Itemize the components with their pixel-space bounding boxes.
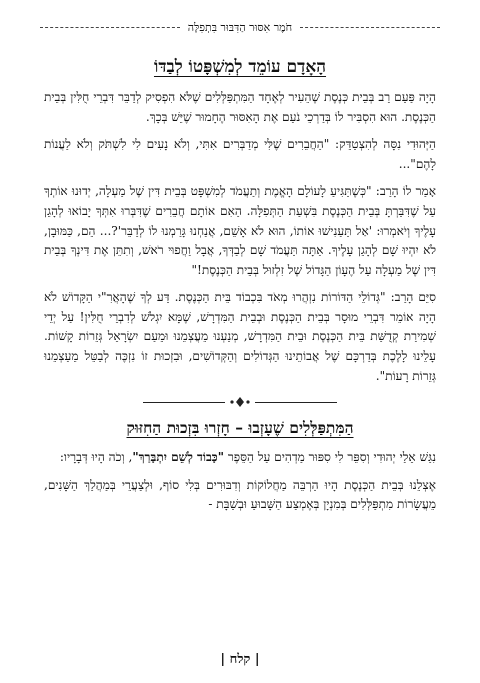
intro-text: נִגַּשׁ אֵלַי יְהוּדִי וְסִפֵּר לִי סִפּוּר מַדְהִים עַל הַסֵּפֶר [224, 450, 436, 465]
paragraph: אֶצְלֵנוּ בְּבֵית הַכְּנֶסֶת הָיוּ הַרְבֵּה מַחֲלוֹקוֹת וְדִבּוּרִים בְּלִי סוֹף, וּלְצַעֲרֵי בְּמַהֲלַךְ הַשָּׁנִים, מֵעֲשָׂרוֹת מִתְפַּלְּלִים בְּמִנְיָן בְּאֶמְצַע הַשָּׁבוּעַ וּבְשַׁבָּת - [44, 477, 436, 512]
paragraph: אָמַר לוֹ הָרַב: "כְּשֶׁתַּגִּיעַ לָעוֹלָם הָאֱמֶת וְתַעֲמֹד לְמִשְׁפָּט בְּבֵית דִּין שֶׁל מַעְלָה, יְדוּנוּ אוֹתְךָ עַל שֶׁדִּבַּרְתָּ בְּבֵית הַכְּנֶסֶת בִּשְׁעַת הַתְּפִלָּה. הַאִם אוֹתָם חֲבֵרִים שֶׁדִּבְּרוּ אִתְּךָ יָבוֹאוּ לְהָגֵן עָלֶיךָ וְיֹאמְרוּ: 'אַל תַּעַנִישׁוּ אוֹתוֹ, הוּא לֹא אָשֵׁם, אֲנַחְנוּ גָּרַמְנוּ לוֹ לְדַבֵּר'?... הֵם, כַּמּוּבָן, לֹא יִהְיוּ שָׁם לְהָגֵן עָלֶיךָ. אַתָּה תַּעֲמֹד שָׁם לְבַדְּךָ, אֲבָל וַחֲפוּי רֹאשׁ, וְתִתֵּן אֶת דִּינְךָ בְּבֵית דִּין שֶׁל מַעְלָה עַל הֶעָוֹן הַגָּדוֹל שֶׁל זִלְזוּל בְּבֵית הַכְּנֶסֶת!" [44, 184, 436, 277]
page-number: | קלח | [220, 652, 260, 667]
divider-line [255, 402, 337, 403]
paragraph [44, 448, 436, 468]
paragraph: סִיֵּם הָרַב: "גְּדוֹלֵי הַדּוֹרוֹת נִזְהֲרוּ מְאֹד בִּכְבוֹד בֵּית הַכְּנֶסֶת. דַּע לְךָ שֶׁהָאֲרִ"י הַקָּדוֹשׁ לֹא הָיָה אוֹמֵר דִּבְרֵי מוּסָר בְּבֵית הַכְּנֶסֶת וּבְבֵית הַמִּדְרָשׁ, שֶׁמָּא יִגְלֹשׁ לְדִבְרֵי חֻלִּין! עַל יְדֵי שְׁמִירַת קְדֻשַּׁת בֵּית הַכְּנֶסֶת וּבֵית הַמִּדְרָשׁ, מְנַעְנוּ מֵעֲצְמֵנוּ וּמֵעַם יִשְׂרָאֵל גְּזֵרוֹת קָשׁוֹת. עָלֵינוּ לָלֶכֶת בְּדַרְכָּם שֶׁל אֲבוֹתֵינוּ הַגְּדוֹלִים וְהַקְּדוֹשִׁים, וּבִזְכוּת זוֹ נִזְכֶּה לְבַטֵּל מֵעַצְמֵנוּ גְּזֵרוֹת רָעוֹת". [44, 290, 436, 383]
paragraph: הַיְּהוּדִי נִסָּה לְהִצְטַדֵּק: "הַחֲבֵרִים שֶׁלִּי מְדַבְּרִים אִתִּי, וְלֹא נָעִים לִי לִשְׁתֹּק וְלֹא לַעֲנוֹת לָהֶם"... [44, 137, 436, 171]
header-rule-right [300, 27, 440, 28]
header-rule-left [40, 27, 180, 28]
section-divider [44, 396, 436, 408]
running-head [40, 14, 440, 40]
paragraph: הָיָה פַּעַם רַב בְּבֵית כְּנֶסֶת שֶׁהֵעִיר לְאֶחָד הַמִּתְפַּלְּלִים שֶׁלֹּא הִפְסִיק לְדַבֵּר דִּבְרֵי חֻלִּין בְּבֵית הַכְּנֶסֶת. הוּא הִסְבִּיר לוֹ בְּדַרְכֵי נֹעַם אֶת הָאִסּוּר הֶחָמוּר שֶׁיֵּשׁ בְּכָךְ. [44, 90, 436, 124]
main-content [44, 52, 436, 523]
divider-line [143, 402, 225, 403]
intro-tail: , וְכֹה הָיוּ דְּבָרָיו: [59, 450, 133, 465]
section-title: הַמִּתְפַּלְּלִים שֶׁעָזְבוּ – חָזְרוּ בִּזְכוּת הַחִזּוּק [126, 418, 354, 438]
diamond-ornament-icon [229, 397, 251, 407]
book-title: "כָּבוֹד לְשֵׁם יִתְבָּרַךְ" [132, 450, 225, 465]
section-title: הָאָדָם עוֹמֵד לְמִשְׁפָּטוֹ לְבַדּוֹ [153, 57, 327, 77]
running-head-title: חֹמֶר אִסּוּר הַדִּבּוּר בִּתְפִלָּה [187, 20, 293, 34]
